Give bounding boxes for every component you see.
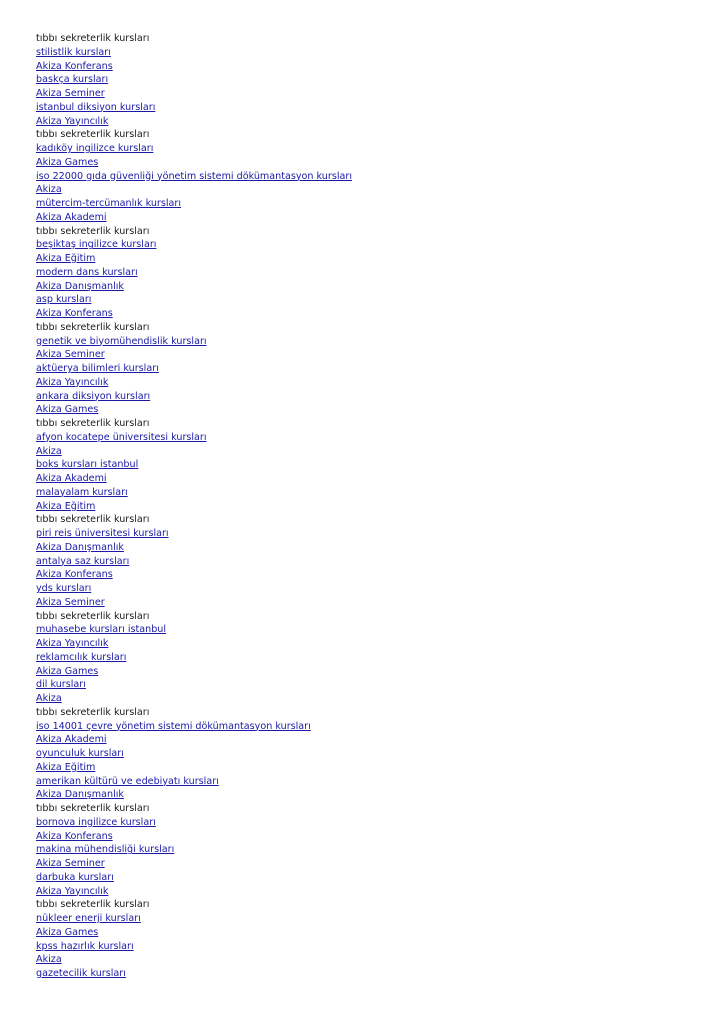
- list-link[interactable]: Akiza Games: [36, 926, 99, 938]
- list-link[interactable]: mütercim-tercümanlık kursları: [36, 198, 182, 209]
- list-text: tıbbı sekreterlik kursları: [36, 706, 150, 718]
- list-link[interactable]: Akiza Danışmanlık: [36, 789, 124, 801]
- list-text: tıbbı sekreterlik kursları: [36, 129, 150, 141]
- list-link[interactable]: gazetecilik kursları: [36, 968, 126, 979]
- list-link[interactable]: kpss hazırlık kursları: [36, 940, 134, 952]
- list-link[interactable]: Akiza Eğitim: [36, 761, 96, 773]
- list-text: tıbbı sekreterlik kursları: [36, 514, 150, 526]
- list-link[interactable]: Akiza Danışmanlık: [36, 541, 124, 553]
- list-link[interactable]: beşiktaş ingilizce kursları: [36, 239, 157, 251]
- list-link[interactable]: modern dans kursları: [36, 266, 138, 278]
- list-link[interactable]: Akiza Seminer: [36, 349, 105, 361]
- list-link[interactable]: Akiza Seminer: [36, 858, 105, 869]
- list-link[interactable]: istanbul diksiyon kursları: [36, 101, 156, 113]
- list-link[interactable]: Akiza Konferans: [36, 830, 113, 842]
- list-link[interactable]: kadıköy ingilizce kursları: [36, 143, 154, 154]
- list-link[interactable]: Akiza Yayıncılık: [36, 638, 109, 649]
- list-link[interactable]: nükleer enerji kursları: [36, 913, 141, 924]
- list-link[interactable]: Akiza Konferans: [36, 569, 113, 581]
- list-link[interactable]: Akiza Seminer: [36, 88, 105, 99]
- list-text: tıbbı sekreterlik kursları: [36, 225, 150, 237]
- list-link[interactable]: asp kursları: [36, 294, 92, 306]
- list-link[interactable]: amerikan kültürü ve edebiyatı kursları: [36, 775, 219, 787]
- list-text: tıbbı sekreterlik kursları: [36, 803, 150, 814]
- list-link[interactable]: aktüerya bilimleri kursları: [36, 363, 159, 374]
- list-text: tıbbı sekreterlik kursları: [36, 418, 150, 429]
- list-link[interactable]: malayalam kursları: [36, 486, 128, 498]
- link-list: [36, 32, 352, 981]
- list-text: tıbbı sekreterlik kursları: [36, 321, 150, 333]
- list-link[interactable]: Akiza Konferans: [36, 308, 113, 319]
- list-link[interactable]: genetik ve biyomühendislik kursları: [36, 335, 207, 347]
- list-link[interactable]: iso 22000 gıda güvenliği yönetim sistemi dökümantasyon kursları: [36, 170, 352, 182]
- list-link[interactable]: muhasebe kursları istanbul: [36, 624, 167, 636]
- list-link[interactable]: piri reis üniversitesi kursları: [36, 528, 169, 539]
- list-link[interactable]: Akiza: [36, 693, 62, 704]
- list-text: tıbbı sekreterlik kursları: [36, 899, 150, 911]
- list-link[interactable]: Akiza Danışmanlık: [36, 280, 124, 292]
- list-link[interactable]: Akiza: [36, 445, 62, 457]
- list-text: tıbbı sekreterlik kursları: [36, 610, 150, 622]
- list-link[interactable]: darbuka kursları: [36, 871, 114, 883]
- list-link[interactable]: Akiza Akademi: [36, 734, 107, 746]
- list-link[interactable]: antalya saz kursları: [36, 555, 130, 567]
- list-link[interactable]: yds kursları: [36, 583, 92, 594]
- list-link[interactable]: boks kursları istanbul: [36, 459, 139, 471]
- list-link[interactable]: Akiza Games: [36, 156, 99, 168]
- list-link[interactable]: Akiza Akademi: [36, 473, 107, 484]
- list-link[interactable]: Akiza Yayıncılık: [36, 376, 109, 388]
- list-link[interactable]: dil kursları: [36, 679, 86, 691]
- list-link[interactable]: Akiza Yayıncılık: [36, 115, 109, 127]
- list-link[interactable]: stilistlik kursları: [36, 46, 111, 58]
- list-link[interactable]: oyunculuk kursları: [36, 748, 124, 759]
- list-link[interactable]: bornova ingilizce kursları: [36, 816, 156, 828]
- list-link[interactable]: makina mühendisliği kursları: [36, 844, 175, 856]
- list-link[interactable]: afyon kocatepe üniversitesi kursları: [36, 431, 207, 443]
- list-link[interactable]: Akiza Games: [36, 665, 99, 677]
- list-text: tıbbı sekreterlik kursları: [36, 33, 150, 44]
- list-link[interactable]: Akiza Yayıncılık: [36, 885, 109, 897]
- list-link[interactable]: reklamcılık kursları: [36, 651, 127, 663]
- list-link[interactable]: Akiza Games: [36, 404, 99, 416]
- list-link[interactable]: Akiza Eğitim: [36, 253, 96, 264]
- list-link[interactable]: Akiza Konferans: [36, 60, 113, 72]
- list-link[interactable]: baskça kursları: [36, 74, 109, 86]
- list-link[interactable]: ankara diksiyon kursları: [36, 390, 151, 402]
- list-link[interactable]: Akiza: [36, 954, 62, 966]
- list-link[interactable]: Akiza Seminer: [36, 596, 105, 608]
- list-link[interactable]: Akiza: [36, 184, 62, 196]
- list-link[interactable]: Akiza Akademi: [36, 211, 107, 223]
- list-link[interactable]: iso 14001 çevre yönetim sistemi dökümantasyon kursları: [36, 720, 311, 732]
- list-link[interactable]: Akiza Eğitim: [36, 500, 96, 512]
